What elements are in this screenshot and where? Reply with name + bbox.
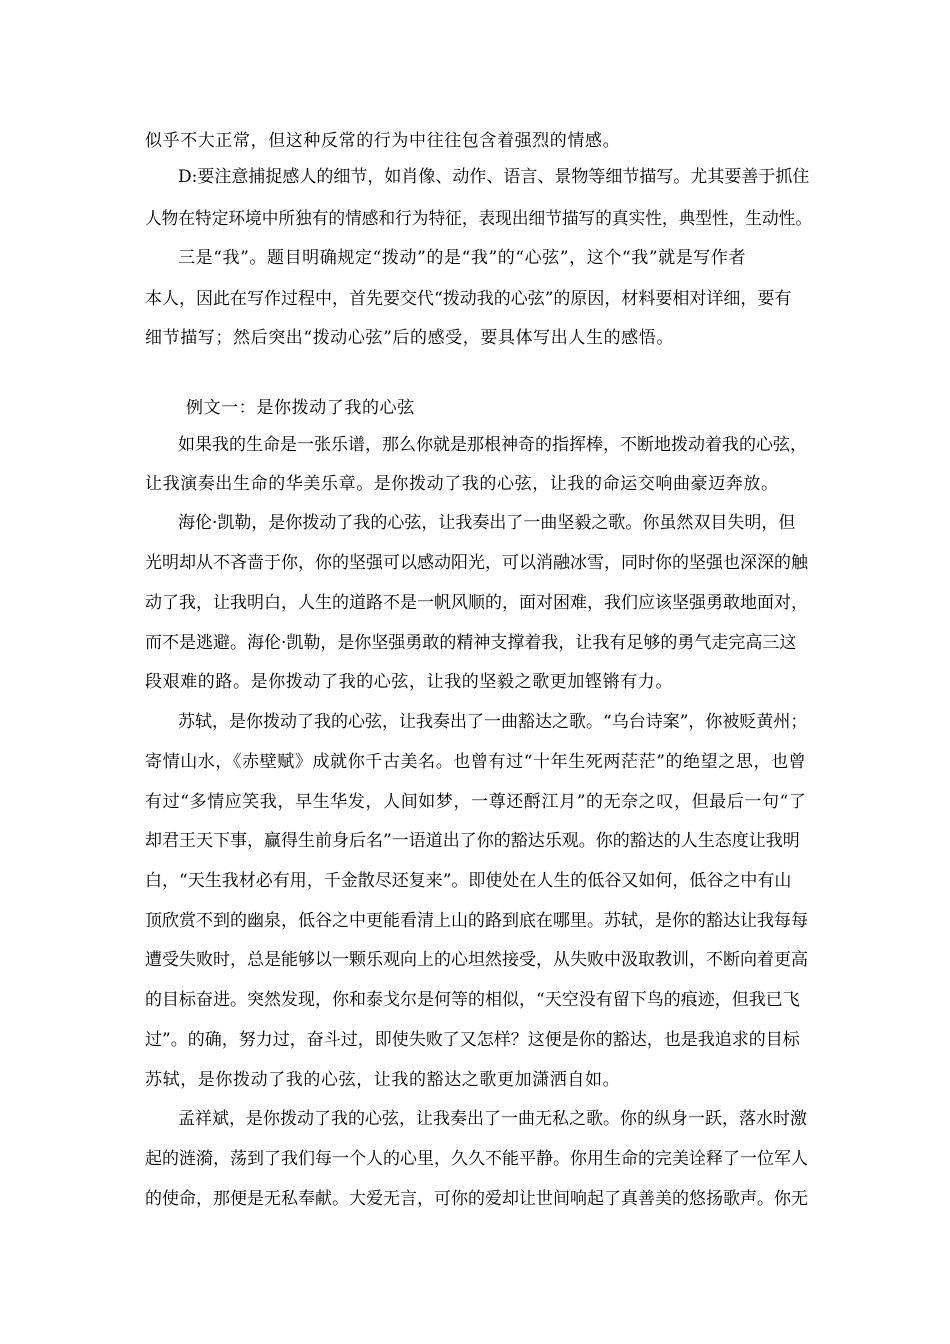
text-line: 让我演奏出生命的华美乐章。是你拨动了我的心弦，让我的命运交响曲豪迈奔放。	[145, 474, 779, 494]
text-line: 寄情山水，《赤壁赋》成就你千古美名。也曾有过“十年生死两茫茫”的绝望之思，也曾	[145, 752, 807, 772]
text-line: 的目标奋进。突然发现，你和泰戈尔是何等的相似，“天空没有留下鸟的痕迹，但我已飞	[145, 990, 800, 1010]
text-line: 海伦·凯勒，是你拨动了我的心弦，让我奏出了一曲坚毅之歌。你虽然双目失明，但	[178, 513, 796, 533]
text-line: 苏轼，是你拨动了我的心弦，让我的豁达之歌更加潇洒自如。	[145, 1070, 621, 1090]
text-line: 苏轼，是你拨动了我的心弦，让我奏出了一曲豁达之歌。“乌台诗案”，你被贬黄州；	[178, 712, 808, 732]
text-line: 过”。的确，努力过，奋斗过，即使失败了又怎样？这便是你的豁达，也是我追求的目标	[145, 1030, 800, 1050]
text-line: 遭受失败时，总是能够以一颗乐观向上的心坦然接受，从失败中汲取教训，不断向着更高	[145, 950, 808, 970]
text-line: 本人，因此在写作过程中，首先要交代“拨动我的心弦”的原因，材料要相对详细，要有	[145, 289, 792, 309]
example-title: 例文一：是你拨动了我的心弦	[186, 398, 415, 418]
text-line: 三是“我”。题目明确规定“拨动”的是“我”的“心弦”，这个“我”就是写作者	[178, 248, 747, 268]
text-line: 人物在特定环境中所独有的情感和行为特征，表现出细节描写的真实性，典型性，生动性。	[145, 209, 813, 229]
text-line: 段艰难的路。是你拨动了我的心弦，让我的坚毅之歌更加铿锵有力。	[145, 672, 673, 692]
text-line: 动了我，让我明白，人生的道路不是一帆风顺的，面对困难，我们应该坚强勇敢地面对，	[145, 593, 808, 613]
text-line: 顶欣赏不到的幽泉，低谷之中更能看清上山的路到底在哪里。苏轼，是你的豁达让我每每	[145, 911, 808, 931]
text-line: 如果我的生命是一张乐谱，那么你就是那根神奇的指挥棒，不断地拨动着我的心弦，	[178, 435, 807, 455]
text-line: 细节描写；然后突出“拨动心弦”后的感受，要具体写出人生的感悟。	[145, 328, 674, 348]
text-line: 光明却从不吝啬于你，你的坚强可以感动阳光，可以消融冰雪，同时你的坚强也深深的触	[145, 553, 808, 573]
text-line: 的使命，那便是无私奉献。大爱无言，可你的爱却让世间响起了真善美的悠扬歌声。你无	[145, 1189, 808, 1209]
text-line: 白，“天生我材必有用，千金散尽还复来”。即使处在人生的低谷又如何，低谷之中有山	[145, 871, 792, 891]
text-line: 而不是逃避。海伦·凯勒，是你坚强勇敢的精神支撑着我，让我有足够的勇气走完高三这	[145, 633, 797, 653]
text-line: 却君王天下事，赢得生前身后名”一语道出了你的豁达乐观。你的豁达的人生态度让我明	[145, 831, 800, 851]
text-line: 孟祥斌，是你拨动了我的心弦，让我奏出了一曲无私之歌。你的纵身一跃，落水时激	[178, 1109, 807, 1129]
text-line: D:要注意捕捉感人的细节，如肖像、动作、语言、景物等细节描写。尤其要善于抓住	[178, 167, 810, 187]
text-line: 起的涟漪，荡到了我们每一个人的心里，久久不能平静。你用生命的完美诠释了一位军人	[145, 1149, 808, 1169]
text-line: 似乎不大正常，但这种反常的行为中往往包含着强烈的情感。	[145, 131, 621, 151]
text-line: 有过“多情应笑我，早生华发，人间如梦，一尊还酹江月”的无奈之叹，但最后一句“了	[145, 792, 807, 812]
